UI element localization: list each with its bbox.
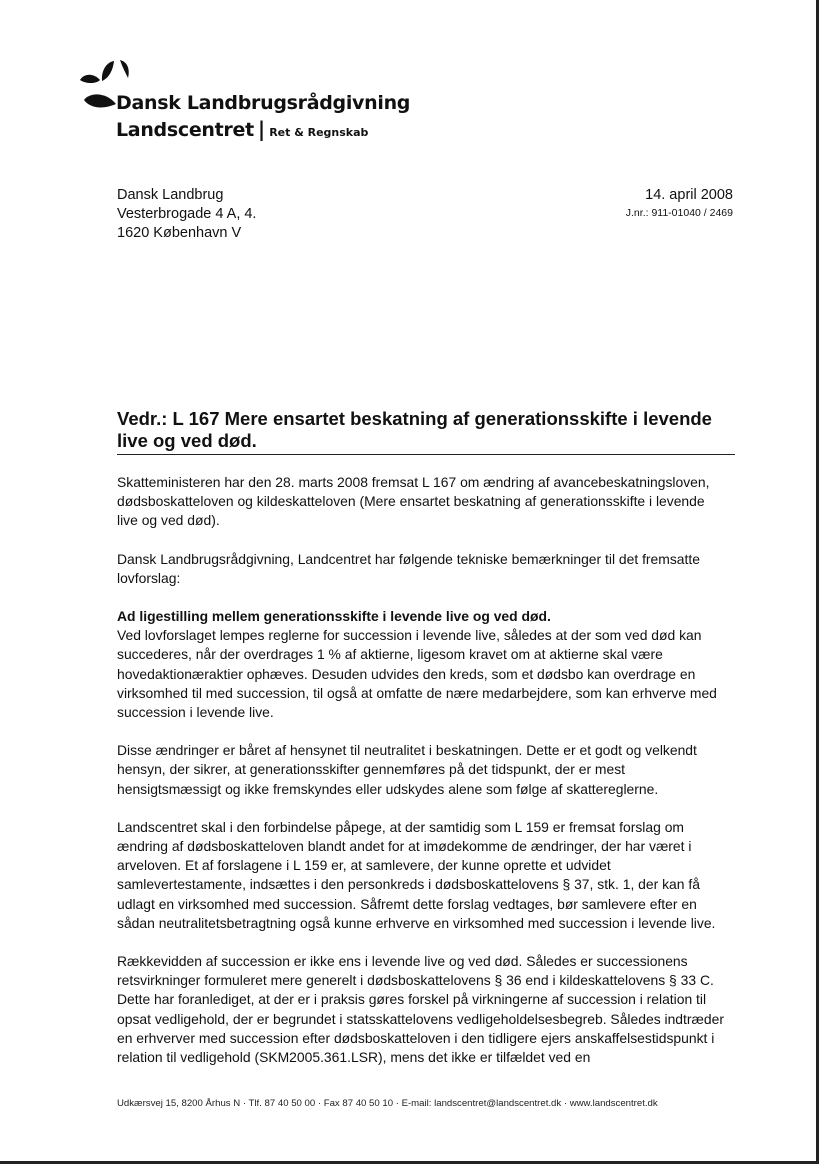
paragraph: Disse ændringer er båret af hensynet til neutralitet i beskatningen. Dette er et godt og velkendt hensyn, der sikrer, at generationsskifter gennemføres på det tidspunkt, der er mest hensigtsmæssigt og ikke fremskyndes eller udskydes alene som følge af skattereglerne. (117, 742, 697, 797)
section (117, 607, 729, 722)
journal-number: J.nr.: 911-01040 / 2469 (625, 207, 733, 219)
subject-heading: Vedr.: L 167 Mere ensartet beskatning af generationsskifte i levende live og ved død. (117, 408, 735, 455)
recipient-name: Dansk Landbrug (117, 187, 224, 203)
paragraph: Rækkevidden af succession er ikke ens i levende live og ved død. Således er successionens retsvirkninger formuleret mere generelt i dødsboskattelovens § 36 end i kildeskattelovens § 33 C. Dette har foranlediget, at der er i praksis gøres forskel på virkningerne af succession i relation til opsat vedligehold, der er begrundet i statsskattelovens vedligeholdelsesbegreb. Således indtræder en erhverver med succession efter dødsboskatteloven i den tidligere ejers anskaffelsestidspunkt i relation til vedligehold (SKM2005.361.LSR), mens det ikke er tilfældet ved en (117, 953, 724, 1066)
paragraph: Ved lovforslaget lempes reglerne for succession i levende live, således at der som ved død kan succederes, når der overdrages 1 % af aktierne, ligesom kravet om at aktierne skal være hovedaktionæraktier ophæves. Desuden udvides den kreds, som et dødsbo kan overdrage en virksomhed til med succession, til også at omfatte de nære medarbejdere, som kan erhverve med succession i levende live. (117, 627, 717, 721)
paragraph: Landscentret skal i den forbindelse påpege, at der samtidig som L 159 er fremsat forslag om ændring af dødsboskatteloven blandt andet for at imødekomme de ændringer, der har været i arveloven. Et af forslagene i L 159 er, at samlevere, der kunne oprette et udvidet samlevertestamente, indsættes i den personkreds i dødsboskattelovens § 37, stk. 1, der kan få udlagt en virksomhed med succession. Såfremt dette forslag vedtages, bør samlevere efter en sådan neutralitetsbetragtning også kunne erhverve en virksomhed med succession i levende live. (117, 818, 716, 931)
logo-separator: | (257, 117, 266, 141)
logo-landscentret: Landscentret (116, 119, 254, 141)
letter-date: 14. april 2008 (645, 187, 733, 203)
paragraph: Dansk Landbrugsrådgivning, Landcentret har følgende tekniske bemærkninger til det fremsatte lovforslag: (117, 550, 700, 586)
letter-body (117, 473, 729, 1086)
footer-contact: Udkærsvej 15, 8200 Århus N · Tlf. 87 40 50 00 · Fax 87 40 50 10 · E-mail: landscentret@landscentret.dk · www.landscentret.dk (117, 1098, 658, 1109)
logo-name: Dansk Landbrugsrådgivning (116, 92, 411, 114)
paragraph: Skatteministeren har den 28. marts 2008 fremsat L 167 om ændring af avancebeskatningsloven, dødsboskatteloven og kildeskatteloven (Mere ensartet beskatning af generationsskifte i levende live og ved død). (117, 474, 710, 529)
recipient-street: Vesterbrogade 4 A, 4. (117, 206, 257, 222)
logo-subtitle (116, 117, 368, 141)
recipient-address (117, 186, 256, 243)
date-block (626, 186, 733, 221)
recipient-city: 1620 København V (117, 225, 242, 241)
section-heading: Ad ligestilling mellem generationsskifte i levende live og ved død. (117, 608, 551, 625)
logo-department: Ret & Regnskab (269, 126, 369, 139)
